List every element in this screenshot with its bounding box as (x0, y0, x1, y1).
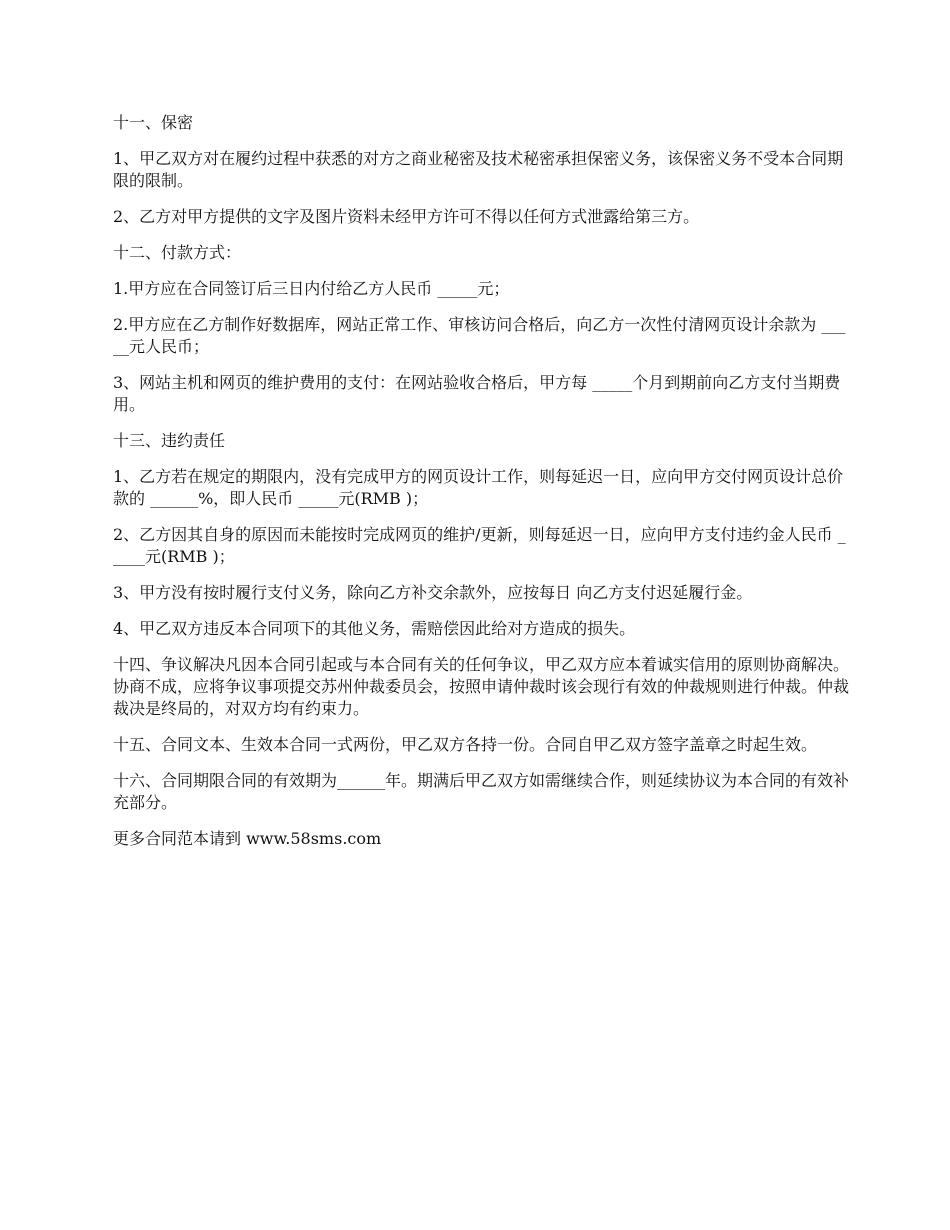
clause-payment-3: 3、网站主机和网页的维护费用的支付：在网站验收合格后，甲方每 _____个月到期前向乙方支付当期费用。 (113, 373, 841, 414)
section-dispute-resolution: 十四、争议解决凡因本合同引起或与本合同有关的任何争议，甲乙双方应本着诚实信用的原则协商解决。协商不成，应将争议事项提交苏州仲裁委员会，按照申请仲裁时该会现行有效的仲裁规则进行仲裁。仲裁裁决是终局的，对双方均有约束力。 (113, 655, 850, 718)
section-heading-liability: 十三、违约责任 (113, 431, 226, 450)
section-heading-confidentiality: 十一、保密 (113, 113, 194, 132)
clause-liability-1: 1、乙方若在规定的期限内，没有完成甲方的网页设计工作，则每延迟一日，应向甲方交付网页设计总价款的 ______%，即人民币 _____元(RMB )； (113, 467, 844, 508)
section-contract-term: 十六、合同期限合同的有效期为______年。期满后甲乙双方如需继续合作，则延续协议为本合同的有效补充部分。 (113, 771, 850, 812)
section-heading-payment: 十二、付款方式： (113, 243, 242, 262)
footer-more-templates: 更多合同范本请到 www.58sms.com (113, 829, 382, 848)
section-contract-text: 十五、合同文本、生效本合同一式两份，甲乙双方各持一份。合同自甲乙双方签字盖章之时起生效。 (113, 735, 818, 754)
clause-confidentiality-2: 2、乙方对甲方提供的文字及图片资料未经甲方许可不得以任何方式泄露给第三方。 (113, 207, 700, 226)
clause-payment-1: 1.甲方应在合同签订后三日内付给乙方人民币 _____元； (113, 279, 510, 298)
document-body (113, 112, 849, 864)
clause-confidentiality-1: 1、甲乙双方对在履约过程中获悉的对方之商业秘密及技术秘密承担保密义务，该保密义务不受本合同期限的限制。 (113, 149, 844, 190)
clause-liability-4: 4、甲乙双方违反本合同项下的其他义务，需赔偿因此给对方造成的损失。 (113, 619, 636, 638)
clause-liability-3: 3、甲方没有按时履行支付义务，除向乙方补交余款外，应按每日 向乙方支付迟延履行金。 (113, 583, 753, 602)
clause-liability-2: 2、乙方因其自身的原因而未能按时完成网页的维护/更新，则每延迟一日，应向甲方支付违约金人民币 _____元(RMB )； (113, 525, 846, 566)
clause-payment-2: 2.甲方应在乙方制作好数据库，网站正常工作、审核访问合格后，向乙方一次性付清网页设计余款为 _____元人民币； (113, 315, 846, 356)
